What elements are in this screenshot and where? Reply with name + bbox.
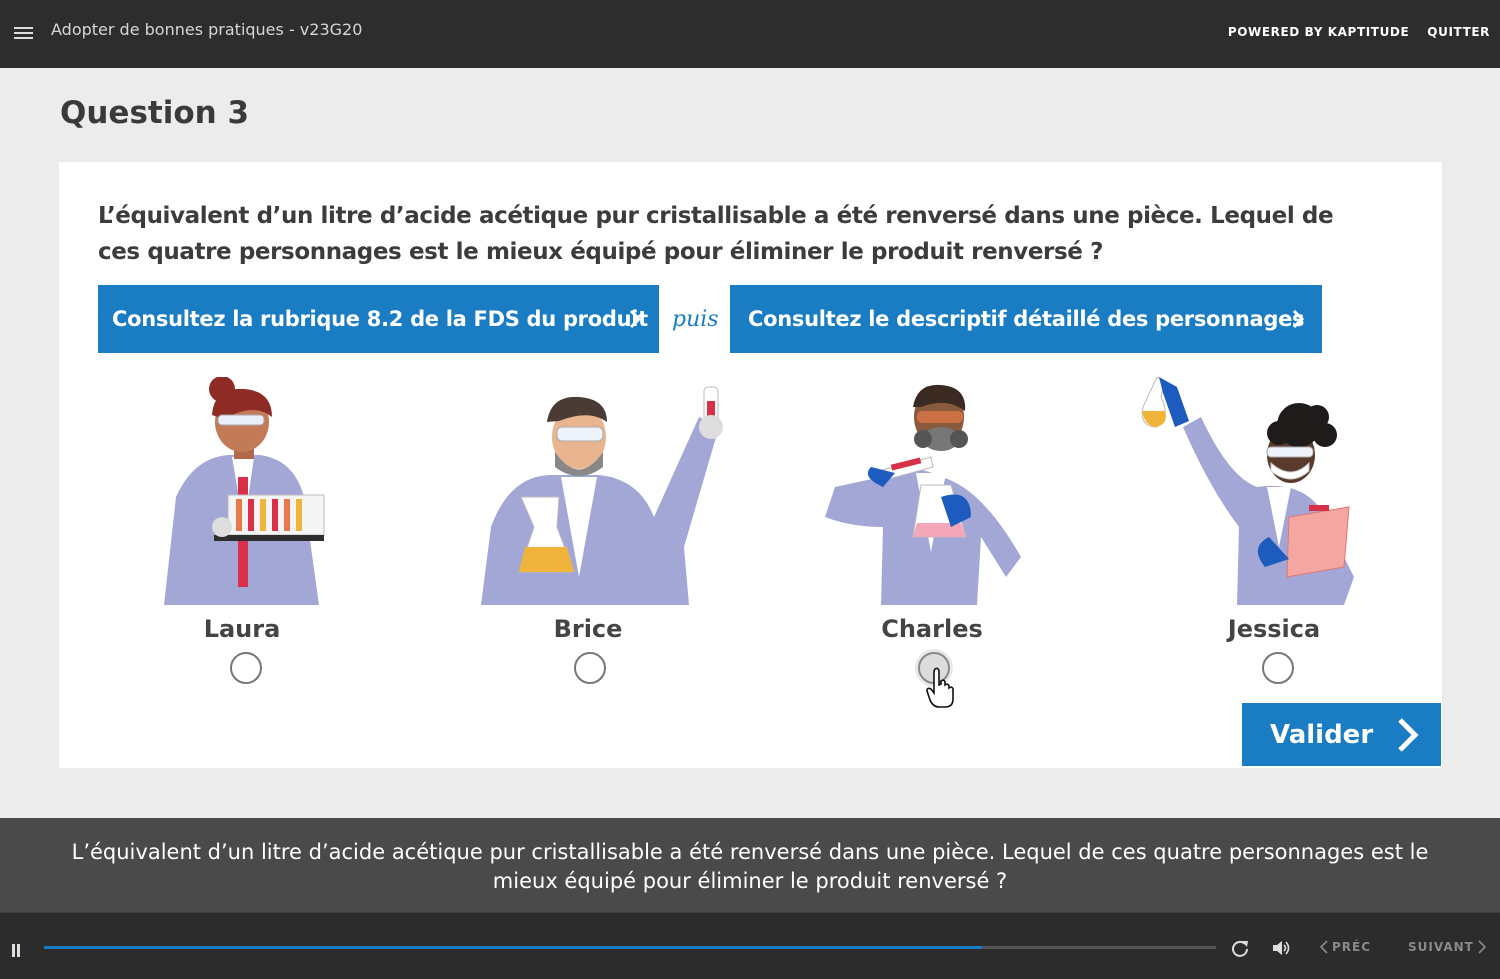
character-name-charles: Charles xyxy=(881,615,983,643)
separator-text: puis xyxy=(672,307,719,332)
characters-details-label: Consultez le descriptif détaillé des personnages xyxy=(748,307,1305,331)
subtitle-caption: L’équivalent d’un litre d’acide acétique pur cristallisable a été renversé dans une pièce. Lequel de ces quatre personnages est le mieux équipé pour éliminer le produit renversé ? xyxy=(0,818,1500,912)
previous-label: PRÉC xyxy=(1332,940,1372,954)
chevron-right-icon xyxy=(629,309,641,329)
hand-pointer-cursor-icon xyxy=(926,667,956,709)
validate-button[interactable] xyxy=(1242,703,1441,766)
quit-button[interactable]: QUITTER xyxy=(1427,25,1490,39)
fds-button[interactable] xyxy=(98,285,659,353)
question-heading: Question 3 xyxy=(60,95,250,131)
character-name-brice: Brice xyxy=(553,615,623,643)
next-label: SUIVANT xyxy=(1408,940,1474,954)
course-title: Adopter de bonnes pratiques - v23G20 xyxy=(51,20,363,39)
character-name-laura: Laura xyxy=(203,615,281,643)
chevron-right-icon xyxy=(1292,309,1304,329)
replay-icon[interactable] xyxy=(1231,939,1249,957)
powered-by-label: POWERED BY KAPTITUDE xyxy=(1227,25,1410,39)
fds-button-label: Consultez la rubrique 8.2 de la FDS du produit xyxy=(112,307,648,331)
next-button[interactable] xyxy=(1408,940,1486,954)
pause-icon[interactable] xyxy=(12,942,22,955)
hamburger-menu-icon[interactable] xyxy=(14,27,33,39)
top-bar xyxy=(0,0,1500,68)
topbar-links xyxy=(1228,25,1490,39)
previous-button[interactable] xyxy=(1320,940,1371,954)
volume-icon[interactable] xyxy=(1271,939,1291,957)
radio-jessica[interactable] xyxy=(1262,652,1294,684)
question-card xyxy=(59,162,1442,768)
character-name-jessica: Jessica xyxy=(1227,615,1321,643)
characters-details-button[interactable] xyxy=(730,285,1322,353)
progress-fill xyxy=(44,946,982,949)
progress-bar[interactable] xyxy=(44,946,1216,949)
chevron-left-icon xyxy=(1320,940,1328,954)
chevron-right-icon xyxy=(1478,940,1486,954)
radio-laura[interactable] xyxy=(230,652,262,684)
chevron-right-icon xyxy=(1397,717,1419,753)
player-bar xyxy=(0,912,1500,979)
validate-button-label: Valider xyxy=(1270,719,1374,750)
question-text: L’équivalent d’un litre d’acide acétique pur cristallisable a été renversé dans une pièce. Lequel de ces quatre personnages est le mieux équipé pour éliminer le produit renversé ? xyxy=(98,203,1334,265)
radio-brice[interactable] xyxy=(574,652,606,684)
